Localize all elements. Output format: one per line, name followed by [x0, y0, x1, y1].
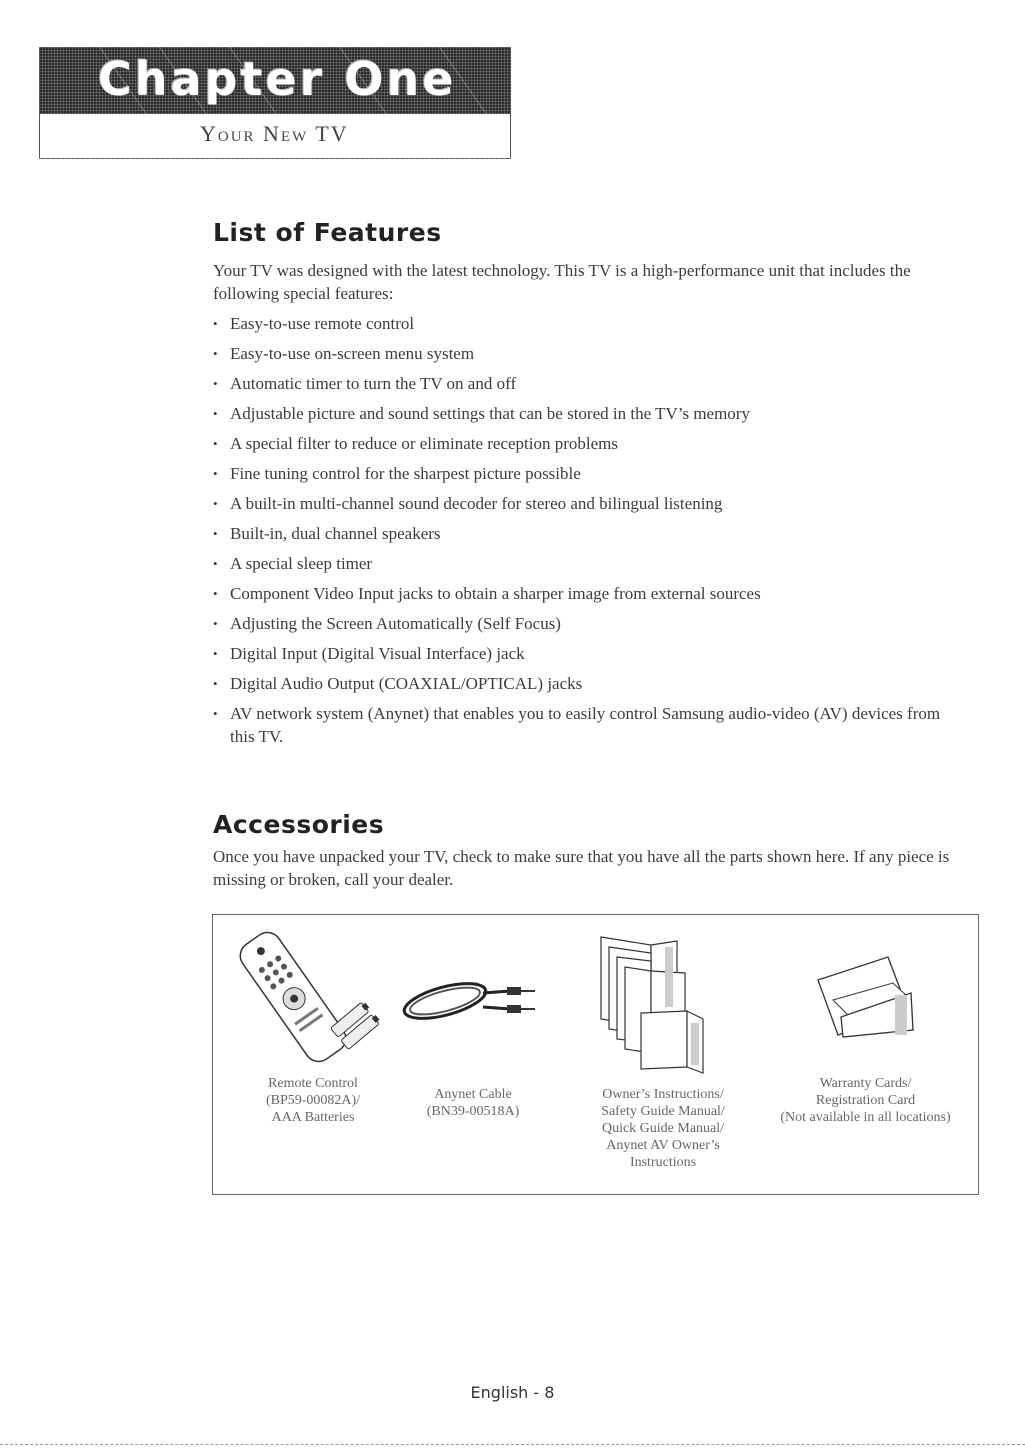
warranty-card-icon: [813, 955, 923, 1045]
bullet-icon: •: [213, 406, 218, 421]
list-item: [213, 432, 963, 462]
features-intro: Your TV was designed with the latest technology. This TV is a high-performance unit that includes the following special features:: [213, 261, 911, 303]
list-item: [213, 462, 963, 492]
bottom-divider: [0, 1444, 1025, 1445]
feature-text: Adjustable picture and sound settings that can be stored in the TV’s memory: [230, 404, 750, 423]
feature-text: Component Video Input jacks to obtain a sharper image from external sources: [230, 584, 761, 603]
accessories-heading: Accessories: [213, 810, 385, 839]
bullet-icon: •: [213, 676, 218, 691]
chapter-divider: [39, 158, 511, 159]
feature-text: Easy-to-use on-screen menu system: [230, 344, 475, 363]
bullet-icon: •: [213, 316, 218, 331]
list-item: [213, 642, 963, 672]
accessory-caption: Warranty Cards/ Registration Card (Not available in all locations): [780, 1076, 951, 1125]
bullet-icon: •: [213, 436, 218, 451]
bullet-icon: •: [213, 616, 218, 631]
feature-text: A built-in multi-channel sound decoder for stereo and bilingual listening: [230, 494, 723, 513]
features-heading: List of Features: [213, 218, 442, 247]
list-item: [213, 702, 963, 756]
accessory-caption: Anynet Cable (BN39-00518A): [426, 1087, 520, 1119]
feature-text: A special sleep timer: [230, 554, 373, 573]
chapter-subtitle: Your New TV: [200, 121, 349, 146]
list-item: [213, 582, 963, 612]
bullet-icon: •: [213, 376, 218, 391]
list-item: [213, 522, 963, 552]
feature-text: Digital Input (Digital Visual Interface) jack: [230, 644, 525, 663]
cable-icon: [395, 963, 545, 1033]
accessories-intro: Once you have unpacked your TV, check to make sure that you have all the parts shown here. If any piece is missing or broken, call your dealer.: [213, 847, 950, 889]
page-number: English - 8: [470, 1383, 555, 1402]
list-item: [213, 342, 963, 372]
list-item: [213, 312, 963, 342]
bullet-icon: •: [213, 346, 218, 361]
bullet-icon: •: [213, 586, 218, 601]
manual-icon: [591, 927, 721, 1077]
list-item: [213, 492, 963, 522]
list-item: [213, 372, 963, 402]
feature-text: Digital Audio Output (COAXIAL/OPTICAL) jacks: [230, 674, 583, 693]
list-item: [213, 402, 963, 432]
bullet-icon: •: [213, 706, 218, 721]
chapter-title: Chapter One: [98, 52, 457, 106]
feature-text: Built-in, dual channel speakers: [230, 524, 441, 543]
list-item: [213, 612, 963, 642]
feature-text: A special filter to reduce or eliminate reception problems: [230, 434, 619, 453]
feature-list: [213, 312, 963, 756]
feature-text: Automatic timer to turn the TV on and off: [230, 374, 517, 393]
feature-text: Fine tuning control for the sharpest picture possible: [230, 464, 581, 483]
list-item: [213, 672, 963, 702]
bullet-icon: •: [213, 556, 218, 571]
accessories-box: [212, 914, 979, 1195]
remote-control-icon: [233, 927, 393, 1077]
feature-text: Easy-to-use remote control: [230, 314, 415, 333]
feature-text: Adjusting the Screen Automatically (Self Focus): [230, 614, 561, 633]
feature-text: AV network system (Anynet) that enables you to easily control Samsung audio-video (AV) devices from this TV.: [230, 704, 941, 746]
bullet-icon: •: [213, 496, 218, 511]
accessory-caption: Remote Control (BP59-00082A)/ AAA Batteries: [265, 1076, 361, 1125]
accessory-caption: Owner’s Instructions/ Safety Guide Manual/ Quick Guide Manual/ Anynet AV Owner’s Instructions: [601, 1087, 725, 1170]
bullet-icon: •: [213, 466, 218, 481]
bullet-icon: •: [213, 526, 218, 541]
bullet-icon: •: [213, 646, 218, 661]
list-item: [213, 552, 963, 582]
